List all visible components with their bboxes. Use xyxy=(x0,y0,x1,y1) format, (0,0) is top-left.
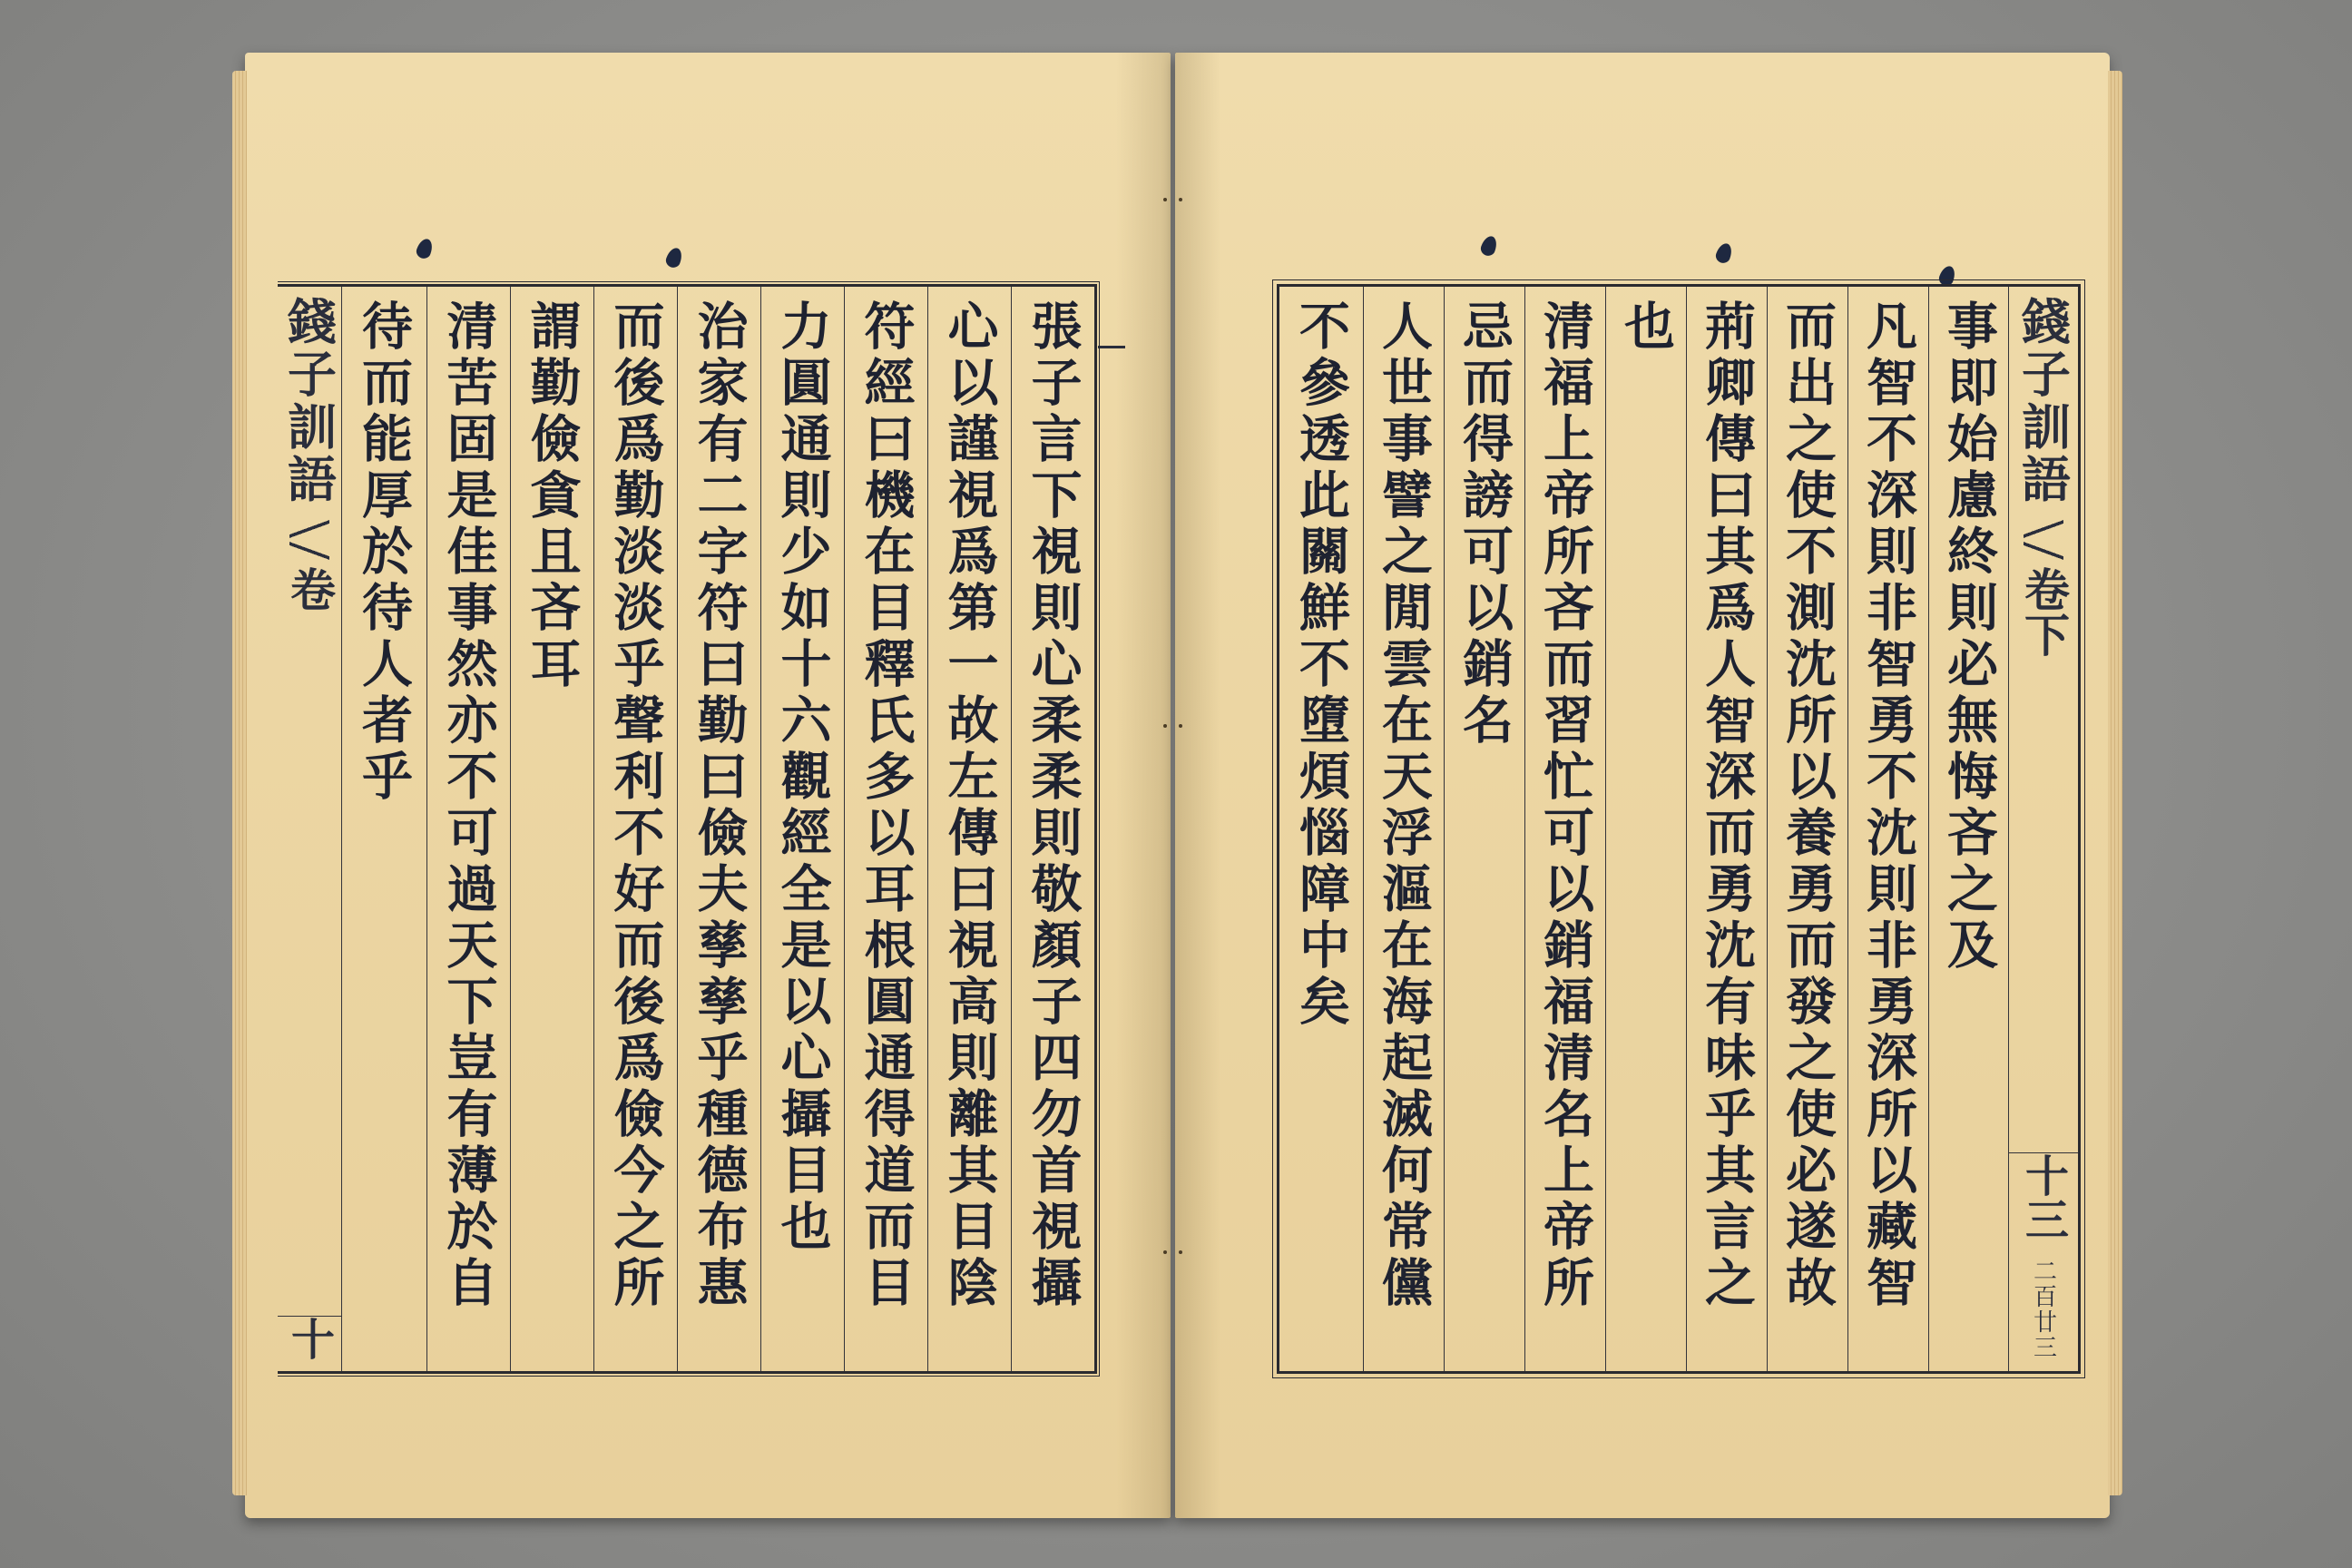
text-column: 治家有二字符曰勤曰儉夫孳孳乎種德布惠 xyxy=(677,287,760,1371)
ink-mark xyxy=(1098,346,1125,348)
right-page xyxy=(1175,53,2110,1518)
left-page xyxy=(245,53,1171,1518)
fish-tail-mark-icon xyxy=(289,519,329,561)
text-column: 而出之使不測沈所以養勇而發之使必遂故 xyxy=(1767,287,1847,1371)
left-gutter xyxy=(278,287,342,1371)
binding-stitch xyxy=(1163,1250,1167,1254)
gutter-leaf-number: 十 xyxy=(283,1317,335,1360)
text-column: 忌而得謗可以銷名 xyxy=(1444,287,1524,1371)
right-gutter xyxy=(2008,287,2078,1371)
text-column: 事即始慮終則必無悔吝之及 xyxy=(1928,287,2009,1371)
right-text-block xyxy=(1277,284,2081,1374)
gutter-serial-number: 二百廿三 xyxy=(2029,1259,2057,1360)
binding-stitch xyxy=(1179,1250,1182,1254)
fish-tail-mark-icon xyxy=(2024,519,2063,561)
text-column: 清苦固是佳事然亦不可過天下豈有薄於自 xyxy=(426,287,510,1371)
left-text-block xyxy=(278,284,1097,1374)
ink-mark xyxy=(415,237,436,260)
text-column: 荊卿傳曰其爲人智深而勇沈有味乎其言之 xyxy=(1686,287,1767,1371)
binding-stitch xyxy=(1179,198,1182,201)
right-columns xyxy=(1279,287,2009,1371)
text-column: 不參透此關鮮不墮煩惱障中矣 xyxy=(1291,299,1351,1031)
text-column: 張子言下視則心柔柔則敬顏子四勿首視攝 xyxy=(1011,287,1094,1371)
text-column: 凡智不深則非智勇不沈則非勇深所以藏智 xyxy=(1847,287,1928,1371)
gutter-volume: 卷下 xyxy=(2017,566,2071,657)
text-column: 清福上帝所吝而習忙可以銷福清名上帝所 xyxy=(1524,287,1605,1371)
ink-mark xyxy=(664,246,685,270)
gutter-leaf-number: 十三 xyxy=(2017,1153,2069,1240)
left-columns xyxy=(341,287,1094,1371)
ink-mark xyxy=(1479,234,1500,258)
open-book xyxy=(231,53,2101,1518)
ink-mark xyxy=(1714,241,1735,265)
gutter-title: 錢子訓語 xyxy=(279,296,338,506)
text-column: 待而能厚於待人者乎 xyxy=(354,299,414,806)
gutter-volume: 卷 xyxy=(283,566,337,612)
binding-stitch xyxy=(1163,724,1167,728)
gutter-title: 錢子訓語 xyxy=(2014,296,2073,506)
text-column: 符經曰機在目釋氏多以耳根圓通得道而目 xyxy=(844,287,927,1371)
text-column: 心以謹視爲第一故左傳曰視高則離其目陰 xyxy=(927,287,1011,1371)
text-column: 而後爲勤淡淡乎聲利不好而後爲儉今之所 xyxy=(593,287,677,1371)
binding-stitch xyxy=(1179,724,1182,728)
page-edges xyxy=(232,71,247,1495)
page-edges xyxy=(2108,71,2122,1495)
text-column: 也 xyxy=(1605,287,1686,1371)
text-column: 人世事譬之閒雲在天浮漚在海起滅何常儻 xyxy=(1363,287,1444,1371)
text-column: 謂勤儉貪且吝耳 xyxy=(510,287,593,1371)
binding-stitch xyxy=(1163,198,1167,201)
text-column: 力圓通則少如十六觀經全是以心攝目也 xyxy=(760,287,844,1371)
